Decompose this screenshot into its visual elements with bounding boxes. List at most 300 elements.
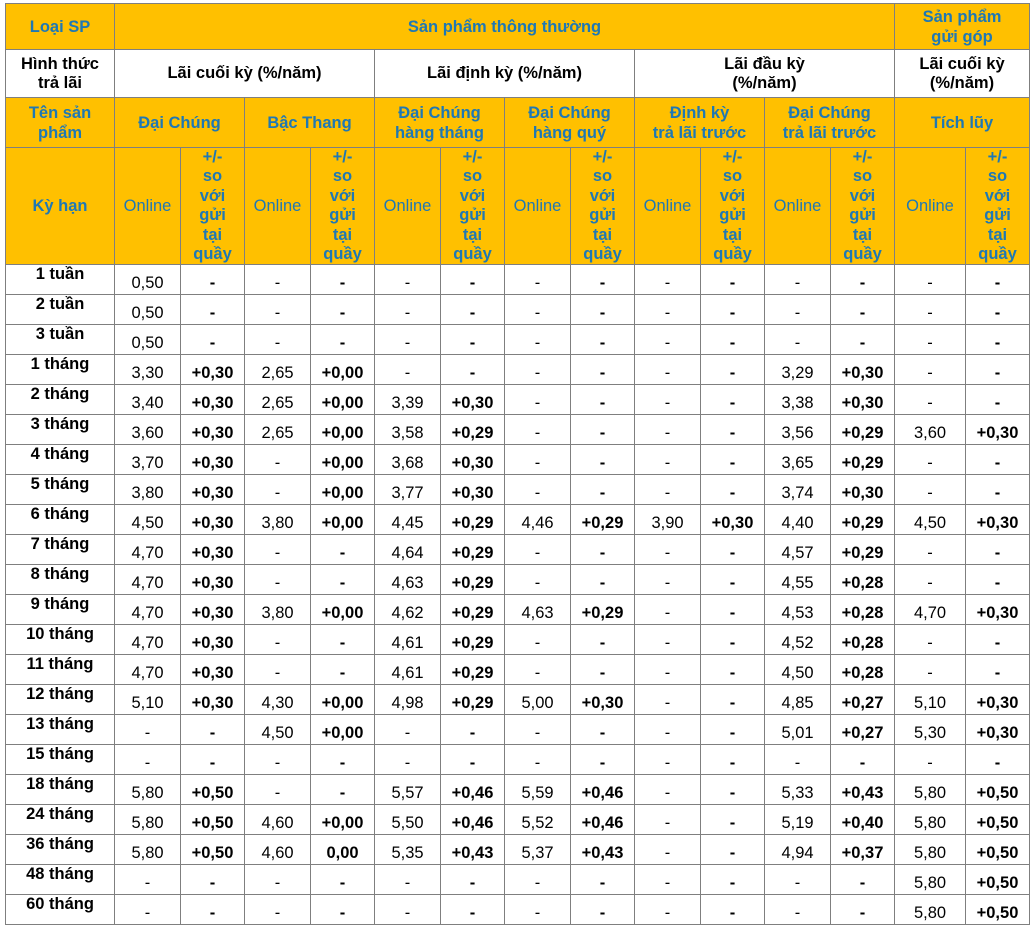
table-row bbox=[6, 325, 1030, 355]
term-cell: 7 tháng bbox=[6, 535, 115, 565]
rate-cell: 5,37 bbox=[505, 835, 571, 865]
diff-cell: - bbox=[966, 625, 1030, 655]
diff-cell: - bbox=[571, 475, 635, 505]
diff-cell: +0,50 bbox=[966, 895, 1030, 925]
diff-cell: +0,43 bbox=[571, 835, 635, 865]
diff-cell: - bbox=[311, 325, 375, 355]
term-cell: 13 tháng bbox=[6, 715, 115, 745]
diff-cell: +0,46 bbox=[571, 805, 635, 835]
diff-cell: - bbox=[571, 445, 635, 475]
rate-cell: - bbox=[635, 475, 701, 505]
diff-cell: - bbox=[966, 355, 1030, 385]
term-cell: 2 tháng bbox=[6, 385, 115, 415]
diff-header: +/- so với gửi tại quầy bbox=[311, 148, 375, 265]
diff-cell: - bbox=[311, 745, 375, 775]
diff-cell: - bbox=[311, 895, 375, 925]
table-row bbox=[6, 685, 1030, 715]
rate-cell: 5,80 bbox=[895, 775, 966, 805]
rate-cell: - bbox=[245, 445, 311, 475]
product-dai-chung: Đại Chúng bbox=[115, 98, 245, 148]
diff-cell: +0,43 bbox=[831, 775, 895, 805]
diff-cell: +0,00 bbox=[311, 595, 375, 625]
table-row bbox=[6, 745, 1030, 775]
rate-cell: 4,70 bbox=[115, 535, 181, 565]
diff-cell: - bbox=[966, 325, 1030, 355]
rate-cell: 3,29 bbox=[765, 355, 831, 385]
term-cell: 11 tháng bbox=[6, 655, 115, 685]
rate-cell: 4,50 bbox=[115, 505, 181, 535]
diff-header: +/- so với gửi tại quầy bbox=[966, 148, 1030, 265]
rate-cell: - bbox=[895, 745, 966, 775]
rate-cell: - bbox=[635, 835, 701, 865]
installment-end-interest-header: Lãi cuối kỳ (%/năm) bbox=[895, 50, 1030, 98]
rate-cell: - bbox=[505, 715, 571, 745]
diff-cell: - bbox=[701, 295, 765, 325]
rate-cell: - bbox=[895, 265, 966, 295]
diff-cell: +0,46 bbox=[441, 805, 505, 835]
term-cell: 3 tuần bbox=[6, 325, 115, 355]
term-cell: 48 tháng bbox=[6, 865, 115, 895]
product-dai-chung-monthly: Đại Chúng hàng tháng bbox=[375, 98, 505, 148]
rate-cell: - bbox=[895, 295, 966, 325]
rate-cell: 4,63 bbox=[505, 595, 571, 625]
rate-cell: 2,65 bbox=[245, 385, 311, 415]
rate-cell: - bbox=[635, 775, 701, 805]
rate-cell: 4,60 bbox=[245, 805, 311, 835]
table-row bbox=[6, 385, 1030, 415]
diff-cell: - bbox=[441, 295, 505, 325]
diff-cell: - bbox=[441, 865, 505, 895]
diff-cell: - bbox=[571, 535, 635, 565]
diff-cell: - bbox=[701, 655, 765, 685]
rate-cell: - bbox=[895, 325, 966, 355]
upfront-interest-header: Lãi đầu kỳ (%/năm) bbox=[635, 50, 895, 98]
online-header: Online bbox=[375, 148, 441, 265]
term-cell: 10 tháng bbox=[6, 625, 115, 655]
rate-cell: - bbox=[245, 265, 311, 295]
diff-cell: - bbox=[701, 625, 765, 655]
rate-cell: - bbox=[245, 655, 311, 685]
rate-cell: - bbox=[635, 295, 701, 325]
rate-cell: - bbox=[505, 895, 571, 925]
rate-cell: 4,70 bbox=[115, 655, 181, 685]
rate-cell: - bbox=[635, 805, 701, 835]
term-cell: 3 tháng bbox=[6, 415, 115, 445]
rate-cell: - bbox=[635, 445, 701, 475]
term-label: Kỳ hạn bbox=[6, 148, 115, 265]
diff-cell: - bbox=[311, 775, 375, 805]
diff-cell: - bbox=[571, 745, 635, 775]
rate-cell: 4,85 bbox=[765, 685, 831, 715]
rate-cell: - bbox=[505, 325, 571, 355]
diff-cell: - bbox=[181, 325, 245, 355]
diff-cell: +0,29 bbox=[831, 505, 895, 535]
diff-cell: +0,50 bbox=[181, 775, 245, 805]
rate-cell: 4,70 bbox=[115, 595, 181, 625]
rate-cell: 4,61 bbox=[375, 625, 441, 655]
rate-cell: - bbox=[375, 265, 441, 295]
diff-cell: +0,30 bbox=[966, 685, 1030, 715]
diff-cell: - bbox=[311, 535, 375, 565]
diff-cell: +0,30 bbox=[966, 415, 1030, 445]
diff-cell: - bbox=[701, 385, 765, 415]
diff-cell: +0,30 bbox=[831, 385, 895, 415]
online-header: Online bbox=[245, 148, 311, 265]
diff-cell: +0,46 bbox=[571, 775, 635, 805]
online-header: Online bbox=[635, 148, 701, 265]
rate-cell: - bbox=[635, 715, 701, 745]
rate-cell: - bbox=[765, 895, 831, 925]
diff-cell: +0,29 bbox=[831, 445, 895, 475]
header-row-product-name bbox=[6, 98, 1030, 148]
diff-cell: +0,30 bbox=[181, 505, 245, 535]
diff-cell: +0,30 bbox=[181, 655, 245, 685]
diff-cell: - bbox=[701, 265, 765, 295]
rate-cell: - bbox=[375, 325, 441, 355]
rate-cell: - bbox=[375, 295, 441, 325]
diff-cell: - bbox=[701, 535, 765, 565]
diff-cell: - bbox=[701, 565, 765, 595]
diff-header: +/- so với gửi tại quầy bbox=[831, 148, 895, 265]
rate-cell: 3,40 bbox=[115, 385, 181, 415]
rate-cell: 5,80 bbox=[115, 775, 181, 805]
term-cell: 8 tháng bbox=[6, 565, 115, 595]
rate-cell: - bbox=[895, 535, 966, 565]
header-row-payment-method bbox=[6, 50, 1030, 98]
rate-cell: - bbox=[895, 355, 966, 385]
rate-cell: - bbox=[635, 685, 701, 715]
diff-cell: +0,30 bbox=[441, 475, 505, 505]
diff-cell: +0,00 bbox=[311, 805, 375, 835]
rate-cell: - bbox=[765, 295, 831, 325]
diff-cell: - bbox=[966, 445, 1030, 475]
diff-cell: +0,30 bbox=[966, 595, 1030, 625]
rate-cell: 3,56 bbox=[765, 415, 831, 445]
rate-cell: - bbox=[505, 865, 571, 895]
diff-cell: - bbox=[441, 355, 505, 385]
rate-cell: 3,65 bbox=[765, 445, 831, 475]
rate-cell: 3,38 bbox=[765, 385, 831, 415]
diff-cell: - bbox=[181, 745, 245, 775]
diff-cell: - bbox=[701, 805, 765, 835]
diff-cell: - bbox=[441, 325, 505, 355]
diff-cell: - bbox=[966, 385, 1030, 415]
rate-cell: 4,45 bbox=[375, 505, 441, 535]
rate-cell: - bbox=[245, 895, 311, 925]
regular-products-header: Sản phẩm thông thường bbox=[115, 4, 895, 50]
diff-cell: - bbox=[311, 265, 375, 295]
diff-cell: +0,00 bbox=[311, 415, 375, 445]
diff-cell: +0,00 bbox=[311, 385, 375, 415]
diff-cell: - bbox=[701, 895, 765, 925]
rate-cell: 3,77 bbox=[375, 475, 441, 505]
rate-cell: 4,55 bbox=[765, 565, 831, 595]
diff-cell: - bbox=[701, 415, 765, 445]
diff-cell: - bbox=[181, 295, 245, 325]
diff-cell: - bbox=[701, 715, 765, 745]
rate-cell: - bbox=[635, 895, 701, 925]
table-row bbox=[6, 535, 1030, 565]
rate-cell: - bbox=[895, 475, 966, 505]
diff-cell: - bbox=[701, 775, 765, 805]
diff-cell: +0,29 bbox=[831, 535, 895, 565]
rate-cell: 0,50 bbox=[115, 265, 181, 295]
diff-cell: - bbox=[441, 745, 505, 775]
diff-cell: +0,30 bbox=[966, 505, 1030, 535]
rate-cell: - bbox=[245, 865, 311, 895]
diff-cell: +0,00 bbox=[311, 445, 375, 475]
rate-cell: 5,80 bbox=[895, 835, 966, 865]
rate-cell: - bbox=[765, 745, 831, 775]
rate-cell: - bbox=[245, 295, 311, 325]
diff-cell: +0,29 bbox=[441, 655, 505, 685]
diff-cell: - bbox=[571, 325, 635, 355]
diff-cell: - bbox=[701, 445, 765, 475]
product-dai-chung-quarterly: Đại Chúng hàng quý bbox=[505, 98, 635, 148]
diff-cell: - bbox=[181, 865, 245, 895]
rate-cell: - bbox=[505, 445, 571, 475]
rate-cell: 3,74 bbox=[765, 475, 831, 505]
rate-cell: 3,60 bbox=[115, 415, 181, 445]
rate-cell: - bbox=[245, 535, 311, 565]
diff-cell: +0,00 bbox=[311, 355, 375, 385]
table-row bbox=[6, 655, 1030, 685]
rate-cell: 2,65 bbox=[245, 415, 311, 445]
diff-cell: +0,30 bbox=[181, 445, 245, 475]
diff-cell: - bbox=[831, 895, 895, 925]
table-row bbox=[6, 865, 1030, 895]
term-cell: 5 tháng bbox=[6, 475, 115, 505]
rate-cell: - bbox=[635, 655, 701, 685]
rate-cell: 5,00 bbox=[505, 685, 571, 715]
diff-cell: +0,28 bbox=[831, 655, 895, 685]
periodic-interest-header: Lãi định kỳ (%/năm) bbox=[375, 50, 635, 98]
diff-cell: - bbox=[311, 625, 375, 655]
table-row bbox=[6, 895, 1030, 925]
rate-cell: - bbox=[505, 655, 571, 685]
table-row bbox=[6, 805, 1030, 835]
diff-cell: - bbox=[966, 265, 1030, 295]
term-cell: 6 tháng bbox=[6, 505, 115, 535]
diff-cell: - bbox=[966, 475, 1030, 505]
diff-cell: +0,30 bbox=[441, 385, 505, 415]
diff-cell: +0,29 bbox=[831, 415, 895, 445]
diff-cell: - bbox=[441, 715, 505, 745]
rate-cell: - bbox=[505, 415, 571, 445]
diff-cell: +0,50 bbox=[966, 865, 1030, 895]
rate-cell: - bbox=[505, 745, 571, 775]
diff-cell: - bbox=[831, 265, 895, 295]
rate-cell: - bbox=[505, 475, 571, 505]
rate-cell: - bbox=[115, 895, 181, 925]
diff-cell: +0,27 bbox=[831, 715, 895, 745]
diff-cell: +0,40 bbox=[831, 805, 895, 835]
diff-cell: +0,30 bbox=[181, 475, 245, 505]
diff-cell: - bbox=[831, 745, 895, 775]
rate-cell: 4,46 bbox=[505, 505, 571, 535]
rate-cell: 5,19 bbox=[765, 805, 831, 835]
rate-cell: 5,80 bbox=[115, 835, 181, 865]
diff-header: +/- so với gửi tại quầy bbox=[181, 148, 245, 265]
online-header: Online bbox=[115, 148, 181, 265]
rate-cell: - bbox=[505, 565, 571, 595]
table-row bbox=[6, 355, 1030, 385]
diff-cell: - bbox=[701, 835, 765, 865]
rate-cell: 4,70 bbox=[115, 625, 181, 655]
term-cell: 2 tuần bbox=[6, 295, 115, 325]
rate-cell: - bbox=[635, 865, 701, 895]
diff-cell: +0,00 bbox=[311, 715, 375, 745]
rate-cell: 5,80 bbox=[895, 865, 966, 895]
installment-product-header: Sản phẩm gửi góp bbox=[895, 4, 1030, 50]
diff-cell: +0,29 bbox=[441, 685, 505, 715]
diff-cell: +0,37 bbox=[831, 835, 895, 865]
diff-cell: +0,30 bbox=[181, 385, 245, 415]
diff-cell: - bbox=[571, 295, 635, 325]
term-cell: 1 tháng bbox=[6, 355, 115, 385]
product-name-label: Tên sản phẩm bbox=[6, 98, 115, 148]
diff-cell: - bbox=[701, 685, 765, 715]
diff-cell: - bbox=[701, 865, 765, 895]
rate-cell: - bbox=[635, 265, 701, 295]
rate-cell: 4,94 bbox=[765, 835, 831, 865]
rate-cell: - bbox=[895, 385, 966, 415]
rate-cell: 5,59 bbox=[505, 775, 571, 805]
diff-cell: - bbox=[966, 535, 1030, 565]
online-header: Online bbox=[505, 148, 571, 265]
diff-cell: +0,30 bbox=[441, 445, 505, 475]
diff-cell: - bbox=[311, 295, 375, 325]
rate-cell: - bbox=[635, 385, 701, 415]
diff-cell: +0,28 bbox=[831, 595, 895, 625]
rate-cell: 3,39 bbox=[375, 385, 441, 415]
rate-cell: 5,10 bbox=[115, 685, 181, 715]
rate-cell: 5,30 bbox=[895, 715, 966, 745]
diff-cell: +0,30 bbox=[831, 475, 895, 505]
table-row bbox=[6, 265, 1030, 295]
diff-cell: - bbox=[311, 865, 375, 895]
diff-cell: - bbox=[571, 625, 635, 655]
rate-cell: - bbox=[245, 475, 311, 505]
rate-cell: - bbox=[765, 325, 831, 355]
rate-cell: 4,50 bbox=[765, 655, 831, 685]
diff-cell: - bbox=[441, 265, 505, 295]
rate-table-body bbox=[6, 265, 1030, 925]
rate-cell: 3,80 bbox=[245, 505, 311, 535]
table-row bbox=[6, 625, 1030, 655]
rate-cell: - bbox=[375, 355, 441, 385]
rate-cell: - bbox=[115, 865, 181, 895]
rate-cell: - bbox=[505, 625, 571, 655]
term-cell: 12 tháng bbox=[6, 685, 115, 715]
rate-cell: 2,65 bbox=[245, 355, 311, 385]
rate-cell: 3,58 bbox=[375, 415, 441, 445]
rate-cell: 4,98 bbox=[375, 685, 441, 715]
diff-cell: +0,29 bbox=[441, 565, 505, 595]
diff-cell: +0,28 bbox=[831, 625, 895, 655]
rate-cell: - bbox=[765, 865, 831, 895]
rate-cell: 4,63 bbox=[375, 565, 441, 595]
diff-cell: +0,50 bbox=[181, 835, 245, 865]
diff-header: +/- so với gửi tại quầy bbox=[701, 148, 765, 265]
rate-cell: 3,80 bbox=[245, 595, 311, 625]
term-cell: 1 tuần bbox=[6, 265, 115, 295]
rate-cell: - bbox=[505, 535, 571, 565]
rate-cell: - bbox=[375, 745, 441, 775]
diff-cell: - bbox=[831, 295, 895, 325]
diff-cell: +0,00 bbox=[311, 505, 375, 535]
rate-cell: - bbox=[635, 565, 701, 595]
rate-cell: - bbox=[505, 265, 571, 295]
rate-cell: - bbox=[635, 625, 701, 655]
diff-cell: - bbox=[571, 355, 635, 385]
rate-cell: - bbox=[245, 565, 311, 595]
payment-method-label: Hình thức trả lãi bbox=[6, 50, 115, 98]
rate-cell: 4,50 bbox=[895, 505, 966, 535]
rate-cell: - bbox=[635, 355, 701, 385]
end-of-term-interest-header: Lãi cuối kỳ (%/năm) bbox=[115, 50, 375, 98]
product-tich-luy: Tích lũy bbox=[895, 98, 1030, 148]
table-row bbox=[6, 595, 1030, 625]
rate-cell: 5,35 bbox=[375, 835, 441, 865]
rate-cell: - bbox=[375, 865, 441, 895]
diff-cell: +0,30 bbox=[966, 715, 1030, 745]
term-cell: 36 tháng bbox=[6, 835, 115, 865]
diff-cell: - bbox=[701, 745, 765, 775]
diff-cell: +0,30 bbox=[181, 535, 245, 565]
rate-cell: - bbox=[245, 325, 311, 355]
rate-cell: 4,40 bbox=[765, 505, 831, 535]
rate-cell: - bbox=[895, 655, 966, 685]
rate-cell: 5,52 bbox=[505, 805, 571, 835]
rate-cell: - bbox=[505, 295, 571, 325]
rate-cell: - bbox=[245, 775, 311, 805]
term-cell: 60 tháng bbox=[6, 895, 115, 925]
rate-cell: 4,50 bbox=[245, 715, 311, 745]
diff-cell: - bbox=[181, 895, 245, 925]
term-cell: 24 tháng bbox=[6, 805, 115, 835]
diff-cell: - bbox=[831, 325, 895, 355]
online-header: Online bbox=[895, 148, 966, 265]
term-cell: 4 tháng bbox=[6, 445, 115, 475]
diff-cell: - bbox=[571, 655, 635, 685]
diff-cell: +0,30 bbox=[181, 355, 245, 385]
table-row bbox=[6, 835, 1030, 865]
rate-cell: - bbox=[375, 895, 441, 925]
diff-cell: - bbox=[311, 565, 375, 595]
rate-cell: 3,90 bbox=[635, 505, 701, 535]
rate-cell: 5,50 bbox=[375, 805, 441, 835]
diff-cell: - bbox=[571, 415, 635, 445]
rate-cell: 4,70 bbox=[115, 565, 181, 595]
diff-cell: +0,30 bbox=[181, 685, 245, 715]
diff-cell: +0,29 bbox=[441, 595, 505, 625]
rate-cell: 4,57 bbox=[765, 535, 831, 565]
rate-cell: 4,61 bbox=[375, 655, 441, 685]
rate-cell: - bbox=[895, 625, 966, 655]
rate-cell: - bbox=[505, 355, 571, 385]
header-row-term bbox=[6, 148, 1030, 265]
product-dai-chung-prepaid: Đại Chúng trả lãi trước bbox=[765, 98, 895, 148]
rate-cell: 5,57 bbox=[375, 775, 441, 805]
rate-cell: 0,50 bbox=[115, 295, 181, 325]
rate-cell: 5,10 bbox=[895, 685, 966, 715]
diff-cell: +0,30 bbox=[181, 625, 245, 655]
product-bac-thang: Bậc Thang bbox=[245, 98, 375, 148]
diff-cell: +0,29 bbox=[571, 505, 635, 535]
rate-cell: - bbox=[895, 565, 966, 595]
table-row bbox=[6, 775, 1030, 805]
